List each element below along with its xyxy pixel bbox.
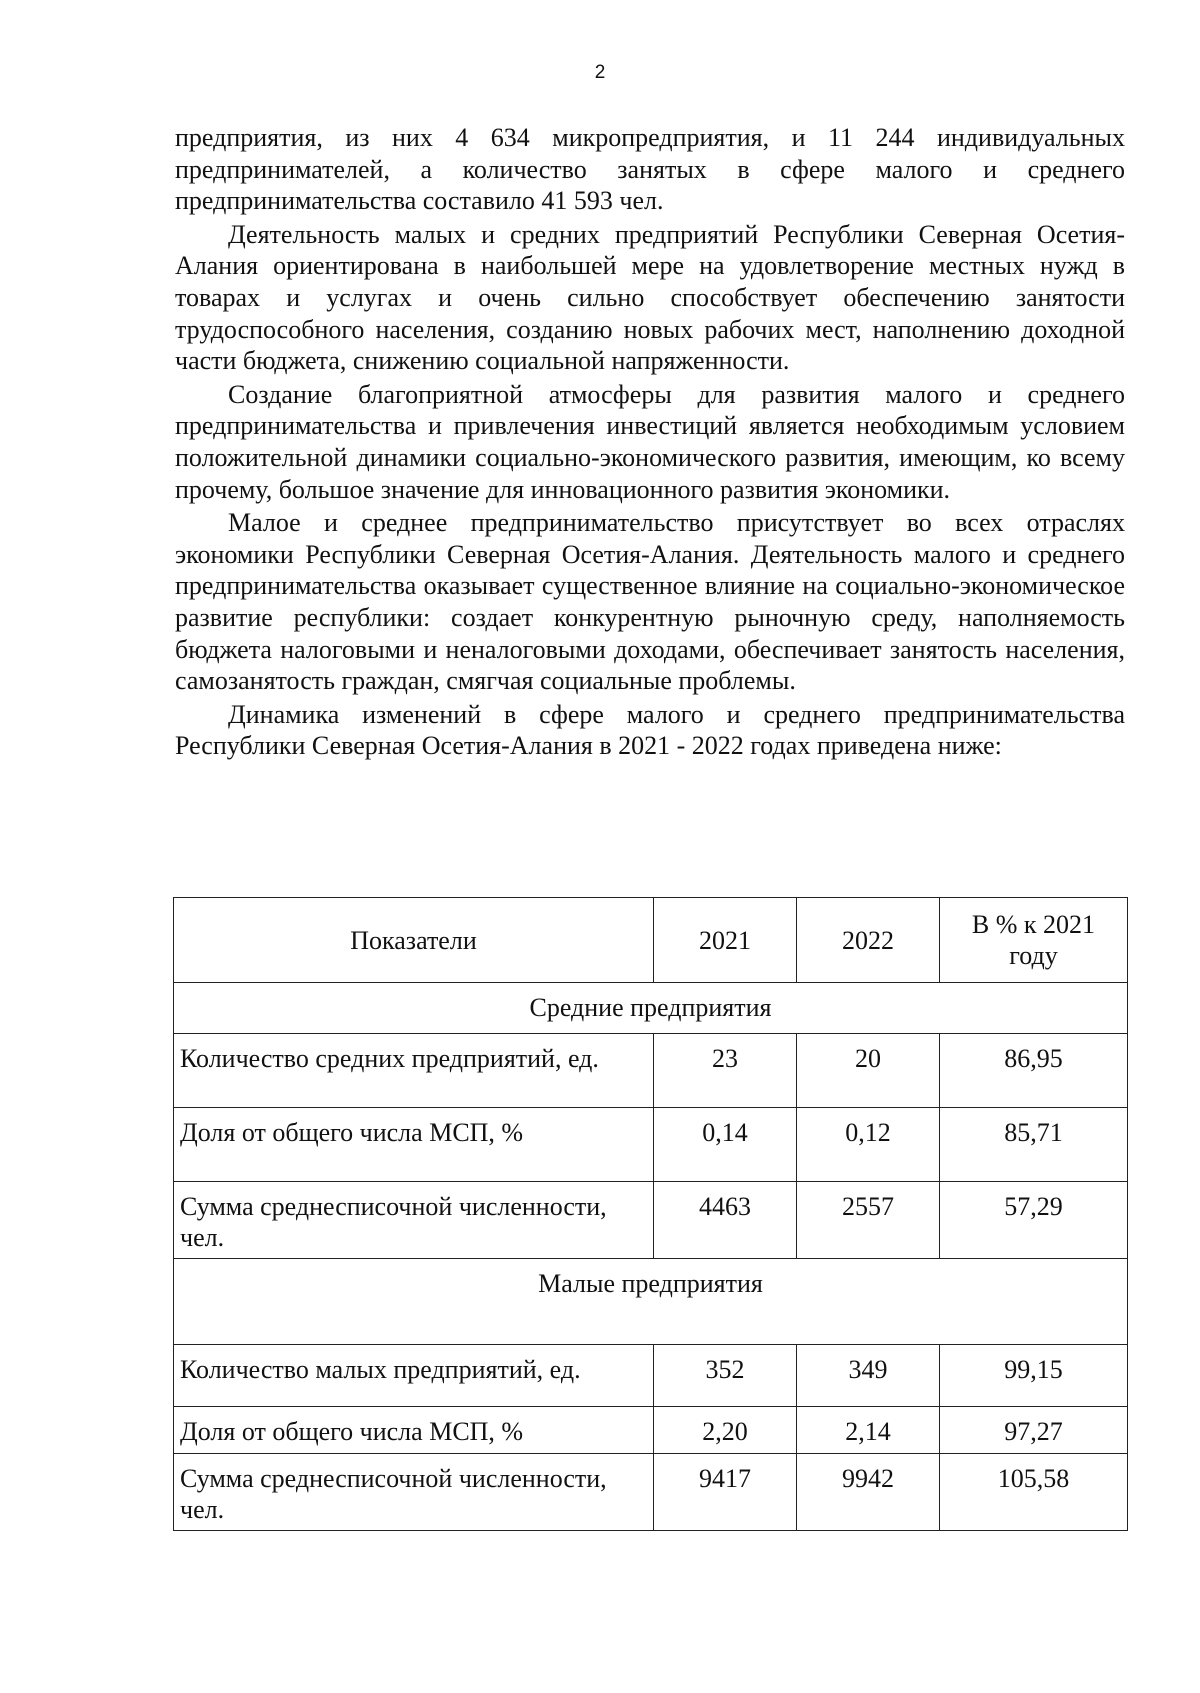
body-text	[175, 122, 1125, 764]
paragraph-table-intro: Динамика изменений в сфере малого и среднего предпринимательства Республики Северная Осетия-Алания в 2021 - 2022 годах приведена ниже:	[175, 699, 1125, 761]
cell-2022: 2557	[797, 1182, 940, 1259]
cell-percent: 97,27	[940, 1407, 1128, 1454]
section-title: Средние предприятия	[174, 983, 1128, 1034]
table-row	[174, 1034, 1128, 1108]
cell-2021: 0,14	[654, 1108, 797, 1182]
cell-percent: 85,71	[940, 1108, 1128, 1182]
table-row	[174, 1108, 1128, 1182]
header-2022: 2022	[797, 898, 940, 983]
section-title: Малые предприятия	[174, 1259, 1128, 1345]
page-number: 2	[594, 62, 606, 83]
header-percent	[940, 898, 1128, 983]
paragraph: Создание благоприятной атмосферы для развития малого и среднего предпринимательства и привлечения инвестиций является необходимым условием положительной динамики социально-экономического развития, имеющим, ко всему прочему, большое значение для инновационного развития экономики.	[175, 379, 1125, 504]
cell-2022: 0,12	[797, 1108, 940, 1182]
cell-2021: 4463	[654, 1182, 797, 1259]
cell-2022: 9942	[797, 1454, 940, 1531]
cell-percent: 105,58	[940, 1454, 1128, 1531]
table-row	[174, 1182, 1128, 1259]
paragraph: Малое и среднее предпринимательство присутствует во всех отраслях экономики Республики Северная Осетия-Алания. Деятельность малого и среднего предпринимательства оказывает существенное влияние на социально-экономическое развитие республики: создает конкурентную рыночную среду, наполняемость бюджета налоговыми и неналоговыми доходами, обеспечивает занятость населения, самозанятость граждан, смягчая социальные проблемы.	[175, 508, 1125, 696]
header-percent-line1: В % к 2021	[971, 910, 1096, 939]
paragraph-continuation: предприятия, из них 4 634 микропредприятия, и 11 244 индивидуальных предпринимателей, а количество занятых в сфере малого и среднего предпринимательства составило 41 593 чел.	[175, 123, 1125, 216]
row-indicator: Количество средних предприятий, ед.	[174, 1034, 654, 1108]
cell-2021: 23	[654, 1034, 797, 1108]
cell-2021: 2,20	[654, 1407, 797, 1454]
cell-2022: 20	[797, 1034, 940, 1108]
row-indicator: Количество малых предприятий, ед.	[174, 1345, 654, 1407]
cell-percent: 99,15	[940, 1345, 1128, 1407]
table-row	[174, 1407, 1128, 1454]
cell-2021: 9417	[654, 1454, 797, 1531]
sme-dynamics-table	[173, 897, 1128, 1531]
section-row-medium	[174, 983, 1128, 1034]
row-indicator: Сумма среднесписочной численности, чел.	[174, 1454, 654, 1531]
paragraph: Деятельность малых и средних предприятий Республики Северная Осетия-Алания ориентирована в наибольшей мере на удовлетворение местных нужд в товарах и услугах и очень сильно способствует обеспечению занятости трудоспособного населения, созданию новых рабочих мест, наполнению доходной части бюджета, снижению социальной напряженности.	[175, 219, 1125, 376]
table-header-row	[174, 898, 1128, 983]
row-indicator: Сумма среднесписочной численности, чел.	[174, 1182, 654, 1259]
cell-percent: 57,29	[940, 1182, 1128, 1259]
cell-2022: 2,14	[797, 1407, 940, 1454]
table-row	[174, 1345, 1128, 1407]
header-percent-line2: году	[1009, 941, 1058, 970]
cell-percent: 86,95	[940, 1034, 1128, 1108]
header-2021: 2021	[654, 898, 797, 983]
row-indicator: Доля от общего числа МСП, %	[174, 1108, 654, 1182]
header-indicator: Показатели	[174, 898, 654, 983]
row-indicator: Доля от общего числа МСП, %	[174, 1407, 654, 1454]
table-row	[174, 1454, 1128, 1531]
cell-2021: 352	[654, 1345, 797, 1407]
cell-2022: 349	[797, 1345, 940, 1407]
section-row-small	[174, 1259, 1128, 1345]
